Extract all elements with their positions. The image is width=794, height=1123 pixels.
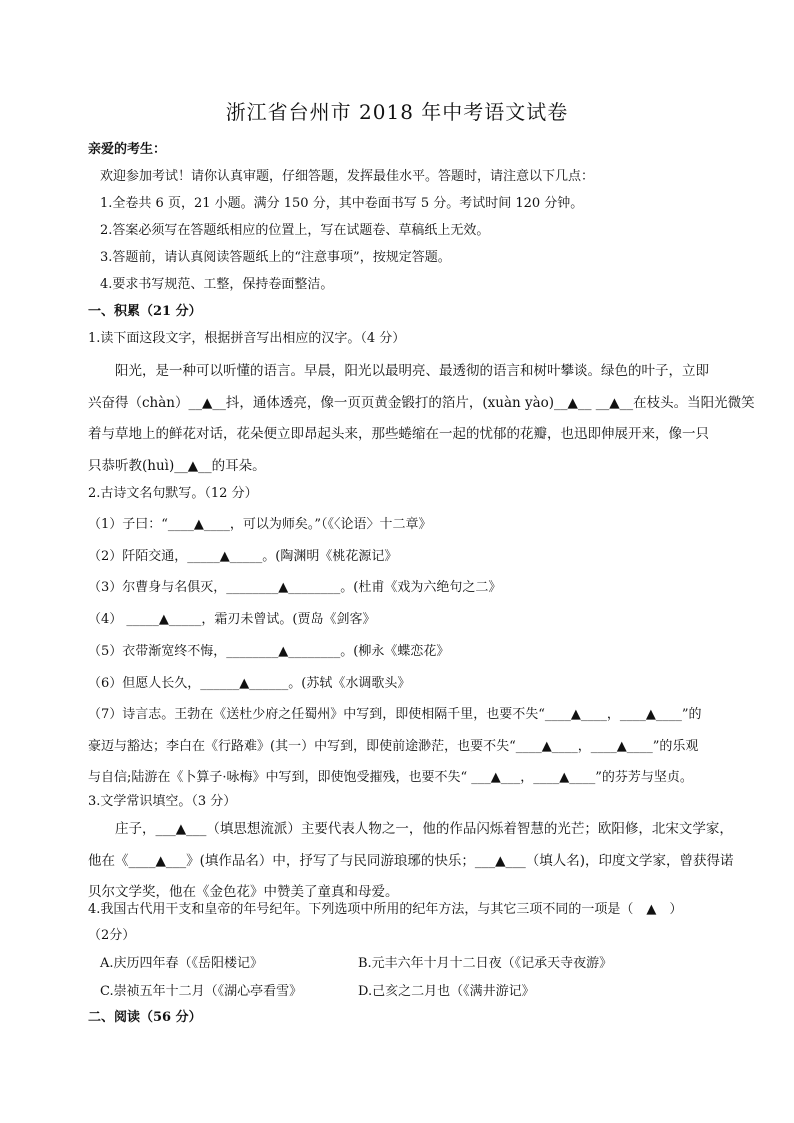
section-1-heading: 一、积累（21 分） [88, 304, 202, 319]
q1-line: 着与草地上的鲜花对话，花朵便立即昂起头来，那些蜷缩在一起的忧郁的花瓣，也迅即伸展开来，像一只 [88, 426, 709, 442]
q3-line: 贝尔文学奖，他在《金色花》中赞美了童真和母爱。 [88, 884, 399, 900]
q2-item-7b: 豪迈与豁达；李白在《行路难》(其一）中写到，即使前途渺茫，也要不失“____▲____，____▲____”的乐观 [88, 739, 699, 754]
q2-item-4: （4） _____▲_____，霜刃未曾试。(贾岛《剑客》 [88, 612, 376, 627]
q4-option-b: B.元丰六年十月十二日夜（《记承天寺夜游》 [358, 956, 613, 971]
q4-option-d: D.己亥之二月也（《满井游记》 [358, 984, 535, 999]
note-1: 1.全卷共 6 页，21 小题。满分 150 分，其中卷面书写 5 分。考试时间 120 分钟。 [100, 196, 584, 211]
q3-line: 庄子，___▲___（填思想流派）主要代表人物之一，他的作品闪烁着智慧的光芒；欧阳修，北宋文学家， [88, 821, 733, 837]
q2-item-5: （5）衣带渐宽终不悔，________▲________。(柳永《蝶恋花》 [88, 644, 450, 659]
q4-stem: 4.我国古代用干支和皇帝的年号纪年。下列选项中所用的纪年方法，与其它三项不同的一项是（ ▲ ） [88, 902, 683, 917]
q2-item-2: （2）阡陌交通，_____▲_____。(陶渊明《桃花源记》 [88, 549, 398, 564]
q3-stem: 3.文学常识填空。（3 分） [88, 794, 237, 809]
page-title: 浙江省台州市 2018 年中考语文试卷 [225, 100, 569, 124]
greeting: 亲爱的考生： [88, 142, 167, 157]
q1-line: 只恭听教(huì)__▲__的耳朵。 [88, 457, 266, 474]
q1-line: 阳光，是一种可以听懂的语言。早晨，阳光以最明亮、最透彻的语言和树叶攀谈。绿色的叶子，立即 [88, 363, 709, 379]
q2-stem: 2.古诗文名句默写。（12 分） [88, 486, 258, 501]
q4-option-a: A.庆历四年春（《岳阳楼记》 [100, 956, 264, 971]
q2-item-1: （1）子曰：“____▲____，可以为师矣。”（《〈论语〉十二章》 [88, 517, 432, 532]
q2-item-6: （6）但愿人长久，______▲______。(苏轼《水调歌头》 [88, 676, 411, 691]
q2-item-7c: 与自信;陆游在《卜算子·咏梅》中写到，即使饱受摧残，也要不失“ ___▲___，____▲____”的芬芳与坚贞。 [88, 770, 693, 785]
section-2-heading: 二、阅读（56 分） [88, 1010, 202, 1025]
q3-passage [88, 814, 734, 909]
q1-line: 兴奋得（chàn）__▲__抖，通体透亮，像一页页黄金锻打的箔片，(xuàn yào)__▲__ __▲__在枝头。当阳光微笑 [88, 394, 755, 411]
note-4: 4.要求书写规范、工整，保持卷面整洁。 [100, 277, 334, 292]
q3-line: 他在《____▲___》(填作品名）中，抒写了与民同游琅琊的快乐；___▲___（填人名)，印度文学家，曾获得诺 [88, 852, 734, 869]
note-2: 2.答案必须写在答题纸相应的位置上，写在试题卷、草稿纸上无效。 [100, 223, 490, 238]
q1-stem: 1.读下面这段文字，根据拼音写出相应的汉字。（4 分） [88, 331, 406, 346]
note-3: 3.答题前，请认真阅读答题纸上的“注意事项”，按规定答题。 [100, 250, 451, 265]
q2-item-7a: （7）诗言志。王勃在《送杜少府之任蜀州》中写到，即使相隔千里，也要不失“____▲____，____▲____”的 [88, 707, 702, 722]
q4-score: （2分） [88, 928, 136, 943]
q2-item-3: （3）尔曹身与名俱灭，________▲________。(杜甫《戏为六绝句之二》 [88, 580, 502, 595]
intro-text: 欢迎参加考试！请你认真审题，仔细答题，发挥最佳水平。答题时，请注意以下几点： [100, 169, 595, 184]
q1-passage [88, 356, 755, 482]
q4-option-c: C.崇祯五年十二月（《湖心亭看雪》 [100, 984, 303, 999]
